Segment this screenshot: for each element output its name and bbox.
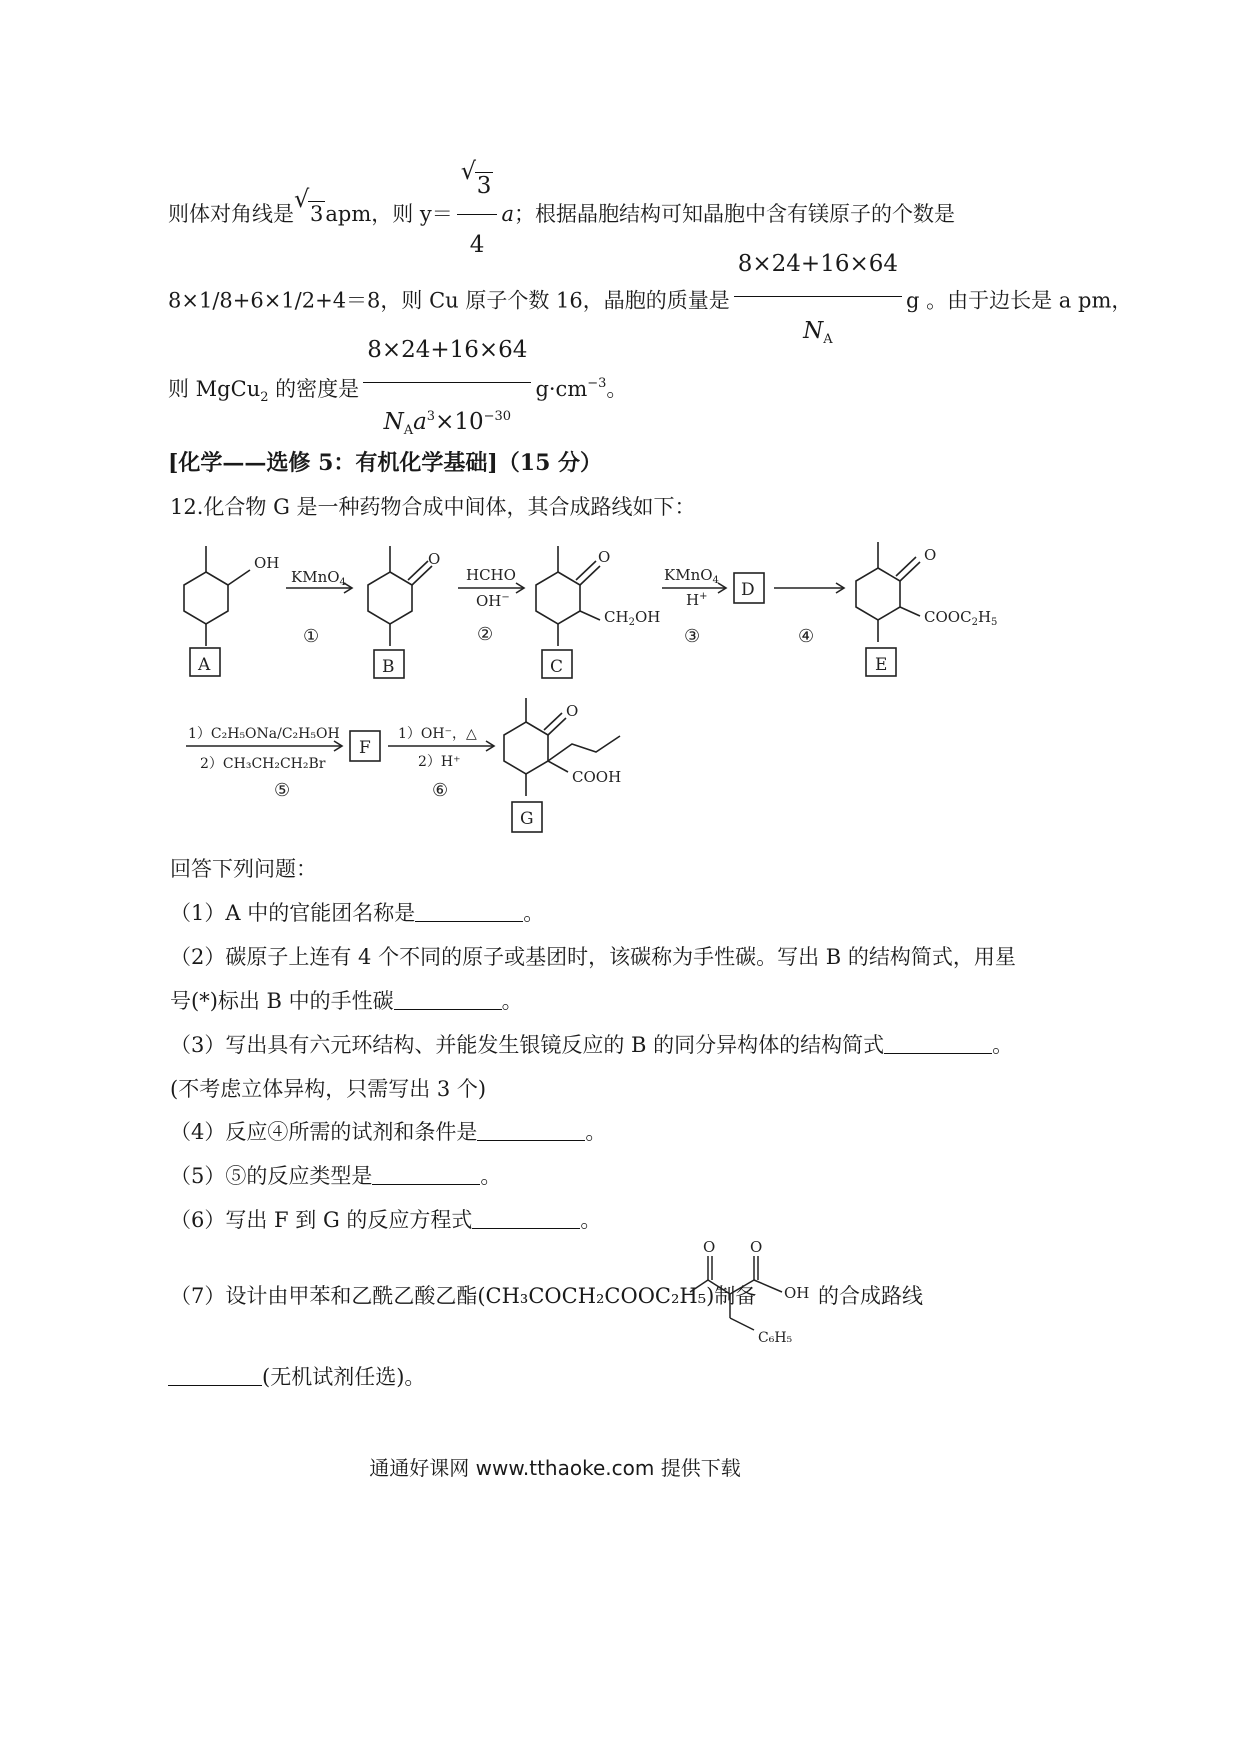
fraction-denominator: 4 (469, 232, 485, 258)
f-label: F (359, 738, 371, 758)
avogadro-subscript: A (823, 332, 833, 347)
question-3-text: （3）写出具有六元环结构、并能发生银镜反应的 B 的同分异构体的结构简式 (170, 1033, 885, 1057)
line1-middle: apm，则 y＝ (325, 202, 453, 226)
density-unit-exp: −3 (587, 376, 607, 391)
question-7-text: （7）设计由甲苯和乙酰乙酸乙酯(CH₃COCH₂COOC₂H₅)制备 (170, 1284, 757, 1308)
g-label: G (520, 809, 534, 829)
step6-reagent-bottom: 2）H⁺ (418, 754, 461, 770)
fraction-mass (734, 234, 902, 370)
molecule-e-structure (856, 542, 920, 642)
answer-blank-3[interactable] (884, 1035, 992, 1054)
page-footer: 通通好课网 www.tthaoke.com 提供下载 (369, 1456, 741, 1480)
a-oh-label: OH (254, 554, 280, 572)
mass-numerator: 8×24+16×64 (734, 234, 902, 297)
e-oxygen-label: O (924, 546, 937, 564)
c-oxygen-label: O (598, 548, 611, 566)
section-title: [化学——选修 5：有机化学基础]（15 分） (168, 450, 603, 476)
synthesis-scheme (0, 530, 1240, 840)
question-3 (170, 1030, 1013, 1060)
step4-number: ④ (798, 626, 815, 647)
question-5-end: 。 (480, 1164, 502, 1188)
line3-prefix-2: 的密度是 (268, 377, 360, 401)
molecule-c-structure (536, 546, 600, 646)
question-1-text: （1）A 中的官能团名称是 (170, 901, 416, 925)
step1-number: ① (303, 626, 320, 647)
question-intro: 12.化合物 G 是一种药物合成中间体，其合成路线如下： (170, 495, 696, 519)
question-3-note-text: (不考虑立体异构，只需写出 3 个) (170, 1077, 487, 1101)
density-avogadro-sub: A (403, 423, 414, 438)
line2-suffix: g 。由于边长是 a pm， (906, 288, 1133, 313)
c-label: C (550, 657, 564, 677)
question-7-post: 的合成路线 (818, 1284, 923, 1308)
e-label: E (875, 655, 888, 675)
fraction-sqrt3-over-4: √ 3 4 (457, 160, 498, 271)
line2-prefix: 8×1/8+6×1/2+4＝8，则 Cu 原子个数 16，晶胞的质量是 (168, 288, 730, 313)
question-4-text: （4）反应④所需的试剂和条件是 (170, 1120, 478, 1144)
target-phenyl: C₆H₅ (758, 1330, 793, 1346)
g-cooh-label: COOH (572, 768, 622, 786)
density-unit: g·cm (535, 377, 588, 401)
step2-reagent-top: HCHO (466, 566, 516, 584)
sqrt3-radicand: 3 (310, 202, 324, 226)
text-line-1 (168, 157, 955, 258)
question-2-line-2 (170, 986, 523, 1016)
density-a-exp: 3 (426, 409, 436, 424)
target-oxygen-1: O (703, 1238, 716, 1256)
question-7-line-2 (168, 1362, 425, 1392)
density-numerator: 8×24+16×64 (363, 320, 531, 383)
fraction-density (363, 320, 531, 461)
b-oxygen-label: O (428, 550, 441, 568)
step6-reagent-top: 1）OH⁻，△ (398, 726, 477, 742)
step1-reagent: KMnO$_4$ (291, 568, 346, 588)
line3-end: 。 (606, 377, 628, 401)
question-3-end: 。 (992, 1033, 1014, 1057)
target-oxygen-2: O (750, 1238, 763, 1256)
g-oxygen-label: O (566, 702, 579, 720)
density-avogadro: N (383, 409, 404, 435)
step2-reagent-bottom: OH− (476, 592, 510, 610)
question-2-line-1 (170, 942, 1016, 972)
d-label: D (741, 580, 755, 600)
b-label: B (382, 657, 395, 677)
step5-reagent-top: 1）C₂H₅ONa/C₂H₅OH (188, 726, 340, 742)
fraction-numerator: 3 (476, 173, 492, 199)
step3-number: ③ (684, 626, 701, 647)
target-oh: OH (784, 1284, 810, 1302)
sqrt3-symbol: √ 3 (294, 185, 324, 226)
density-ten-exp: −30 (483, 409, 512, 424)
text-line-2 (168, 234, 1133, 347)
answer-blank-1[interactable] (415, 903, 523, 922)
step6-number: ⑥ (432, 780, 449, 801)
line1-prefix: 则体对角线是 (168, 202, 294, 226)
question-2-text: （2）碳原子上连有 4 个不同的原子或基团时，该碳称为手性碳。写出 B 的结构简式，用星 (170, 945, 1016, 969)
question-7 (170, 1281, 756, 1311)
question-4 (170, 1117, 606, 1147)
question-7-end: (无机试剂任选)。 (262, 1365, 426, 1389)
answer-blank-2[interactable] (394, 991, 502, 1010)
question-3-note (170, 1074, 486, 1104)
step3-reagent-top: KMnO$_4$ (664, 566, 719, 586)
mgcu2-subscript: 2 (260, 390, 269, 405)
question-2b-end: 。 (501, 989, 523, 1013)
a-label: A (198, 655, 211, 675)
target-molecule-structure (684, 1238, 814, 1348)
line1-suffix: ；根据晶胞结构可知晶胞中含有镁原子的个数是 (513, 202, 955, 226)
step5-reagent-bottom: 2）CH₃CH₂CH₂Br (200, 756, 326, 772)
question-6 (170, 1205, 601, 1235)
variable-a: a (501, 202, 514, 226)
e-substituent: $COOC_2H_5$ (924, 608, 998, 628)
mass-denominator (734, 297, 902, 370)
question-4-end: 。 (585, 1120, 607, 1144)
step5-number: ⑤ (274, 780, 291, 801)
answer-intro: 回答下列问题： (170, 857, 317, 881)
question-1 (170, 898, 544, 928)
step3-reagent-bottom: H+ (686, 591, 708, 609)
answer-blank-5[interactable] (372, 1166, 480, 1185)
line3-prefix: 则 MgCu (168, 377, 261, 401)
answer-blank-7[interactable] (168, 1367, 262, 1386)
molecule-b-structure (368, 546, 432, 646)
question-1-end: 。 (523, 901, 545, 925)
c-substituent: $CH_2OH$ (604, 608, 661, 628)
question-6-text: （6）写出 F 到 G 的反应方程式 (170, 1208, 473, 1232)
density-a: a (413, 409, 427, 435)
answer-blank-6[interactable] (472, 1210, 580, 1229)
question-5-text: （5）⑤的反应类型是 (170, 1164, 373, 1188)
question-5 (170, 1161, 501, 1191)
step2-number: ② (477, 624, 494, 645)
question-2b-text: 号(*)标出 B 中的手性碳 (170, 989, 394, 1013)
molecule-a-structure (184, 546, 250, 646)
avogadro-symbol: N (803, 318, 824, 344)
density-ten: ×10 (435, 409, 484, 435)
answer-blank-4[interactable] (477, 1122, 585, 1141)
question-6-end: 。 (580, 1208, 602, 1232)
